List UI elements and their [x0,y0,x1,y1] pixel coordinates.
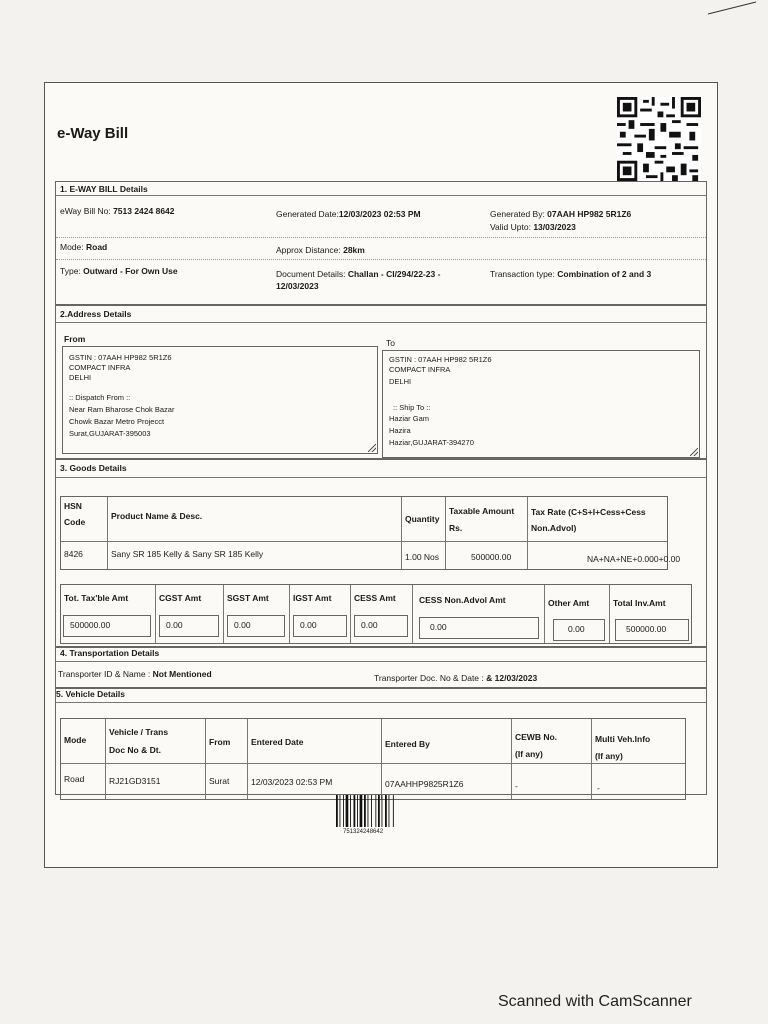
approx-distance: Approx Distance: 28km [276,245,365,255]
from-line: Surat,GUJARAT-395003 [69,429,151,438]
col-igst: IGST Amt [293,593,332,603]
qr-code-icon [615,97,703,181]
value-igst: 0.00 [293,615,347,637]
col-cewb-2: (If any) [515,749,543,759]
eway-bill-no: eWay Bill No: 7513 2424 8642 [60,206,175,216]
barcode-icon [335,795,395,829]
col-mode: Mode [64,735,87,745]
col-from: From [209,737,231,747]
to-line: GSTIN : 07AAH HP982 5R1Z6 [389,355,492,364]
barcode-number: 751324248642 [343,829,384,835]
col-vehicle: Vehicle / Trans [109,727,169,737]
col-other: Other Amt [548,598,590,608]
col-vehicle-doc: Doc No & Dt. [109,745,161,755]
col-taxable: Taxable Amount [449,506,515,516]
col-hsn: HSN [64,501,82,511]
transporter-doc: Transporter Doc. No & Date : & 12/03/2023 [374,673,538,683]
to-line: Hazira [389,426,411,435]
eway-bill-document [44,82,718,868]
col-multi: Multi Veh.Info [595,734,651,744]
to-line: COMPACT INFRA [389,365,451,374]
col-tax-rate-2: Non.Advol) [531,523,577,533]
cell-entered-by: 07AAHHP9825R1Z6 [385,779,464,789]
value-total-taxable: 500000.00 [63,615,151,637]
section-title-address: 2.Address Details [60,309,132,319]
transporter-id: Transporter ID & Name : Not Mentioned [58,669,212,679]
col-multi-2: (If any) [595,751,623,761]
col-hsn-code: Code [64,517,86,527]
value-cess-nonadvol: 0.00 [419,617,539,639]
value-cess: 0.00 [354,615,408,637]
value-total-inv: 500000.00 [615,619,689,641]
section-goods-details [55,459,707,647]
col-cewb: CEWB No. [515,732,558,742]
page-title: e-Way Bill [57,125,129,142]
section-title-eway-details: 1. E-WAY BILL Details [60,184,148,194]
col-tax-rate: Tax Rate (C+S+I+Cess+Cess [531,507,646,517]
bill-type: Type: Outward - For Own Use [60,266,178,276]
from-line: Near Ram Bharose Chok Bazar [69,405,175,414]
from-address-box [62,346,378,454]
section-eway-details [55,181,707,305]
from-line: COMPACT INFRA [69,363,131,372]
col-total-inv: Total Inv.Amt [613,598,666,608]
section-vehicle-details [55,687,707,795]
col-total-taxable: Tot. Tax'ble Amt [64,593,129,603]
vehicle-table [60,718,686,800]
scan-mark [700,0,760,20]
cell-entered-date: 12/03/2023 02:53 PM [251,777,333,787]
section-title-vehicle: 5. Vehicle Details [56,689,125,699]
to-line: :: Ship To :: [393,403,431,412]
cell-vehicle: RJ21GD3151 [109,776,161,786]
cell-product: Sany SR 185 Kelly & Sany SR 185 Kelly [111,549,264,559]
mode: Mode: Road [60,242,108,252]
value-sgst: 0.00 [227,615,285,637]
valid-upto: Valid Upto: 13/03/2023 [490,222,576,232]
goods-table [60,496,681,570]
from-line: GSTIN : 07AAH HP982 5R1Z6 [69,353,172,362]
from-line: Chowk Bazar Metro Projecct [69,417,165,426]
col-sgst: SGST Amt [227,593,269,603]
col-entered-date: Entered Date [251,737,304,747]
value-other: 0.00 [553,619,605,641]
resize-handle-icon[interactable] [368,444,376,452]
to-line: Haziar,GUJARAT-394270 [389,438,474,447]
section-title-transport: 4. Transportation Details [60,648,160,658]
section-transport-details [55,647,707,689]
col-cess-nonadvol: CESS Non.Advol Amt [419,595,506,605]
value-cgst: 0.00 [159,615,219,637]
document-details: Document Details: Challan - CI/294/22-23 - [276,269,441,279]
cell-tax-rate: NA+NA+NE+0.000+0.00 [587,554,681,564]
col-taxable-rs: Rs. [449,523,463,533]
col-cess: CESS Amt [354,593,396,603]
col-cgst: CGST Amt [159,593,202,603]
totals-table [60,584,692,644]
cell-mode: Road [64,774,85,784]
from-line: DELHI [69,373,92,382]
resize-handle-icon[interactable] [690,448,698,456]
cell-taxable: 500000.00 [471,552,512,562]
to-line: DELHI [389,377,412,386]
cell-multi: - [597,783,600,793]
section-address-details [55,305,707,459]
col-entered-by: Entered By [385,739,430,749]
cell-cewb: - [515,781,518,791]
cell-quantity: 1.00 Nos [405,552,440,562]
col-quantity: Quantity [405,514,440,524]
generated-date: Generated Date:12/03/2023 02:53 PM [276,209,421,219]
to-line: Haziar Gam [389,414,430,423]
section-title-goods: 3. Goods Details [60,463,127,473]
transaction-type: Transaction type: Combination of 2 and 3 [490,269,652,279]
camscanner-watermark: Scanned with CamScanner [498,993,692,1010]
to-label: To [386,338,395,348]
cell-from: Surat [209,776,230,786]
cell-hsn: 8426 [64,549,83,559]
col-product: Product Name & Desc. [111,511,203,521]
from-line: :: Dispatch From :: [69,393,131,402]
generated-by: Generated By: 07AAH HP982 5R1Z6 [490,209,632,219]
from-label: From [64,334,86,344]
document-date: 12/03/2023 [276,281,319,291]
to-address-box [382,350,700,458]
